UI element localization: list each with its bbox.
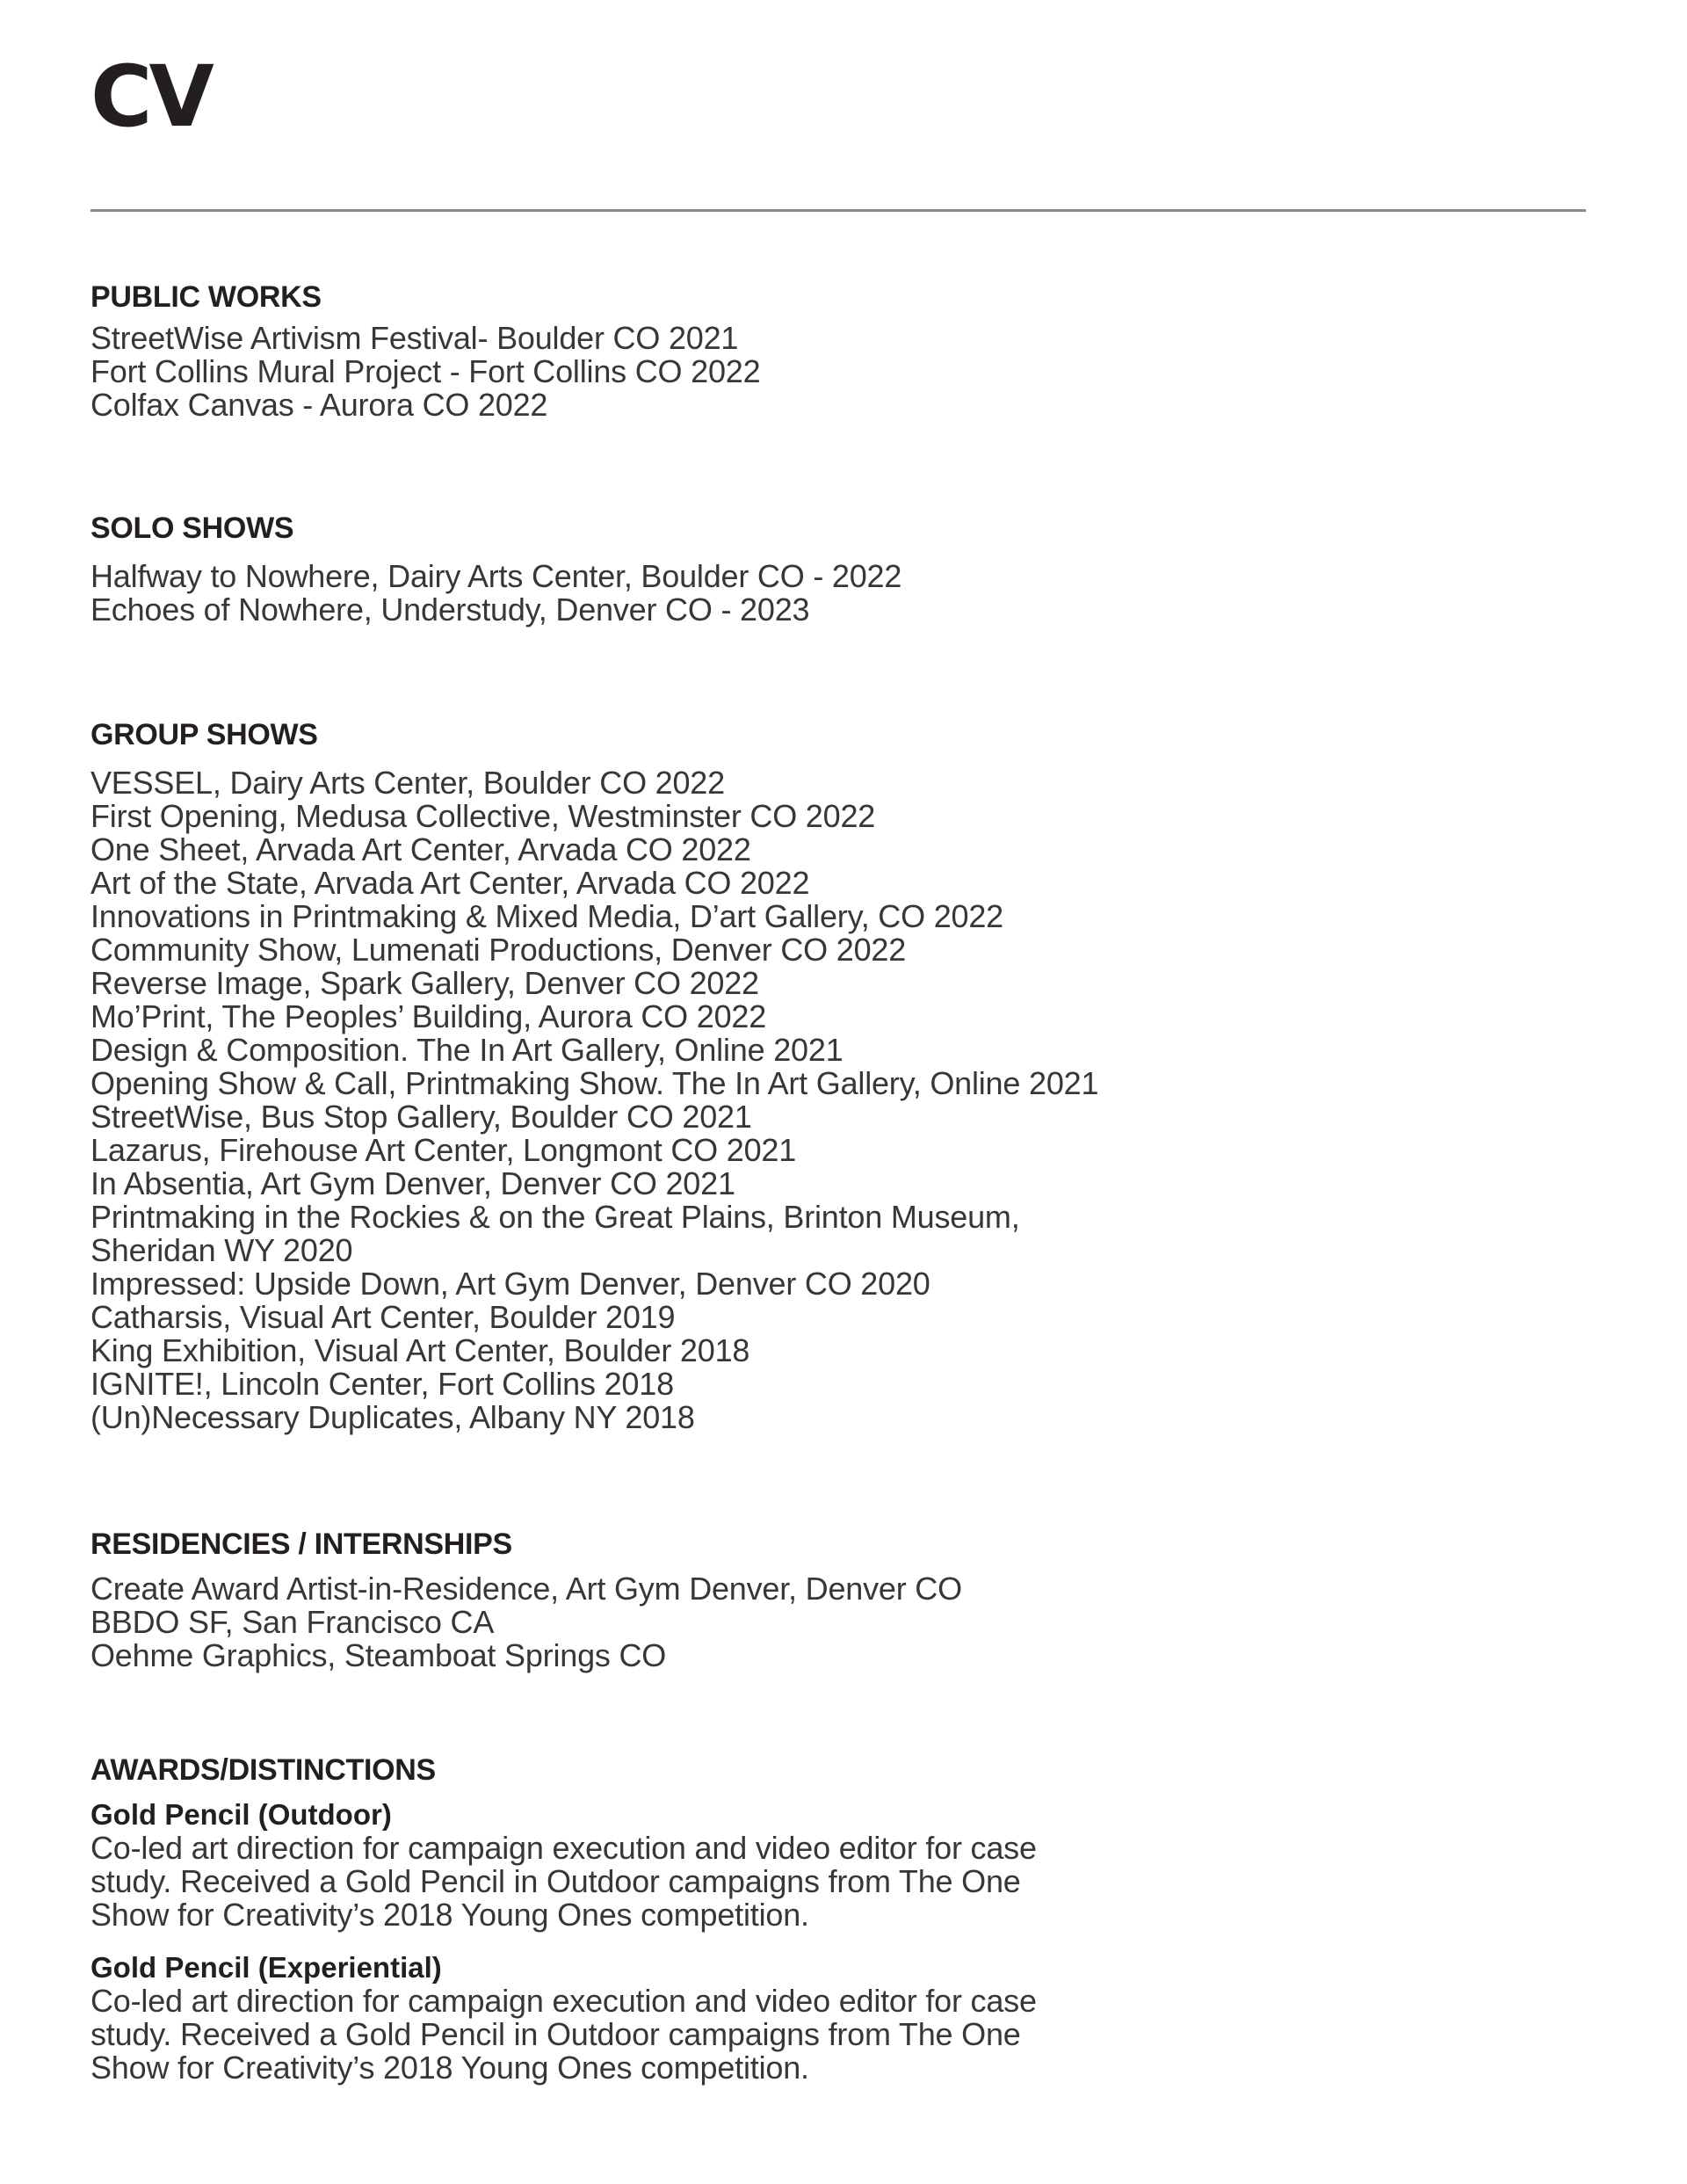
award-title: Gold Pencil (Experiential) [91,1951,442,1984]
list-item: Reverse Image, Spark Gallery, Denver CO 2022 [91,965,759,1001]
section-awards [91,1752,1584,2085]
list-item: Opening Show & Call, Printmaking Show. The In Art Gallery, Online 2021 [91,1065,1099,1101]
list-item: Halfway to Nowhere, Dairy Arts Center, Boulder CO - 2022 [91,558,902,594]
list-item: Mo’Print, The Peoples’ Building, Aurora CO 2022 [91,998,767,1034]
list-item: First Opening, Medusa Collective, Westminster CO 2022 [91,798,876,834]
award-description-line: Show for Creativity’s 2018 Young Ones competition. [91,2050,809,2086]
entry-list [91,322,1584,422]
list-item: Art of the State, Arvada Art Center, Arvada CO 2022 [91,865,810,901]
list-item: StreetWise, Bus Stop Gallery, Boulder CO 2021 [91,1099,752,1135]
award-description-line: Co-led art direction for campaign execution and video editor for case [91,1830,1037,1866]
list-item: Colfax Canvas - Aurora CO 2022 [91,387,548,423]
list-item: Printmaking in the Rockies & on the Great Plains, Brinton Museum, [91,1199,1020,1235]
section-group-shows [91,717,1584,1434]
list-item: Fort Collins Mural Project - Fort Collins CO 2022 [91,353,761,389]
section-solo-shows [91,511,1584,627]
list-item: Catharsis, Visual Art Center, Boulder 2019 [91,1299,676,1335]
award-entry [91,1798,1584,1932]
list-item: Create Award Artist-in-Residence, Art Gym Denver, Denver CO [91,1571,962,1607]
header-divider [91,209,1586,212]
list-item: Echoes of Nowhere, Understudy, Denver CO - 2023 [91,591,810,628]
award-description-line: Show for Creativity’s 2018 Young Ones competition. [91,1897,809,1933]
list-item: Innovations in Printmaking & Mixed Media, D’art Gallery, CO 2022 [91,898,1003,934]
entry-list [91,1572,1584,1672]
list-item: Lazarus, Firehouse Art Center, Longmont CO 2021 [91,1132,797,1168]
award-title: Gold Pencil (Outdoor) [91,1798,392,1831]
award-description-line: study. Received a Gold Pencil in Outdoor campaigns from The One [91,2016,1021,2052]
section-heading: PUBLIC WORKS [91,280,322,314]
list-item: (Un)Necessary Duplicates, Albany NY 2018 [91,1399,695,1435]
section-residencies [91,1527,1584,1672]
list-item: BBDO SF, San Francisco CA [91,1604,495,1640]
list-item: StreetWise Artivism Festival- Boulder CO 2021 [91,320,739,356]
list-item: Community Show, Lumenati Productions, Denver CO 2022 [91,932,907,968]
section-heading: SOLO SHOWS [91,512,294,545]
section-heading: RESIDENCIES / INTERNSHIPS [91,1527,512,1561]
list-item: VESSEL, Dairy Arts Center, Boulder CO 2022 [91,765,725,801]
list-item: King Exhibition, Visual Art Center, Boulder 2018 [91,1332,750,1368]
award-description-line: Co-led art direction for campaign execution and video editor for case [91,1983,1037,2019]
list-item: In Absentia, Art Gym Denver, Denver CO 2021 [91,1165,735,1201]
section-heading: AWARDS/DISTINCTIONS [91,1753,436,1787]
entry-list [91,560,1584,627]
list-item: Oehme Graphics, Steamboat Springs CO [91,1637,667,1673]
award-entry [91,1951,1584,2085]
award-description-line: study. Received a Gold Pencil in Outdoor campaigns from The One [91,1863,1021,1899]
list-item: IGNITE!, Lincoln Center, Fort Collins 2018 [91,1366,674,1402]
list-item: Design & Composition. The In Art Gallery, Online 2021 [91,1032,844,1068]
page-title: CV [91,47,211,146]
list-item: Sheridan WY 2020 [91,1232,353,1268]
list-item: Impressed: Upside Down, Art Gym Denver, Denver CO 2020 [91,1266,930,1302]
section-heading: GROUP SHOWS [91,718,318,751]
section-public-works [91,279,1584,422]
list-item: One Sheet, Arvada Art Center, Arvada CO 2022 [91,831,751,867]
entry-list [91,766,1584,1434]
